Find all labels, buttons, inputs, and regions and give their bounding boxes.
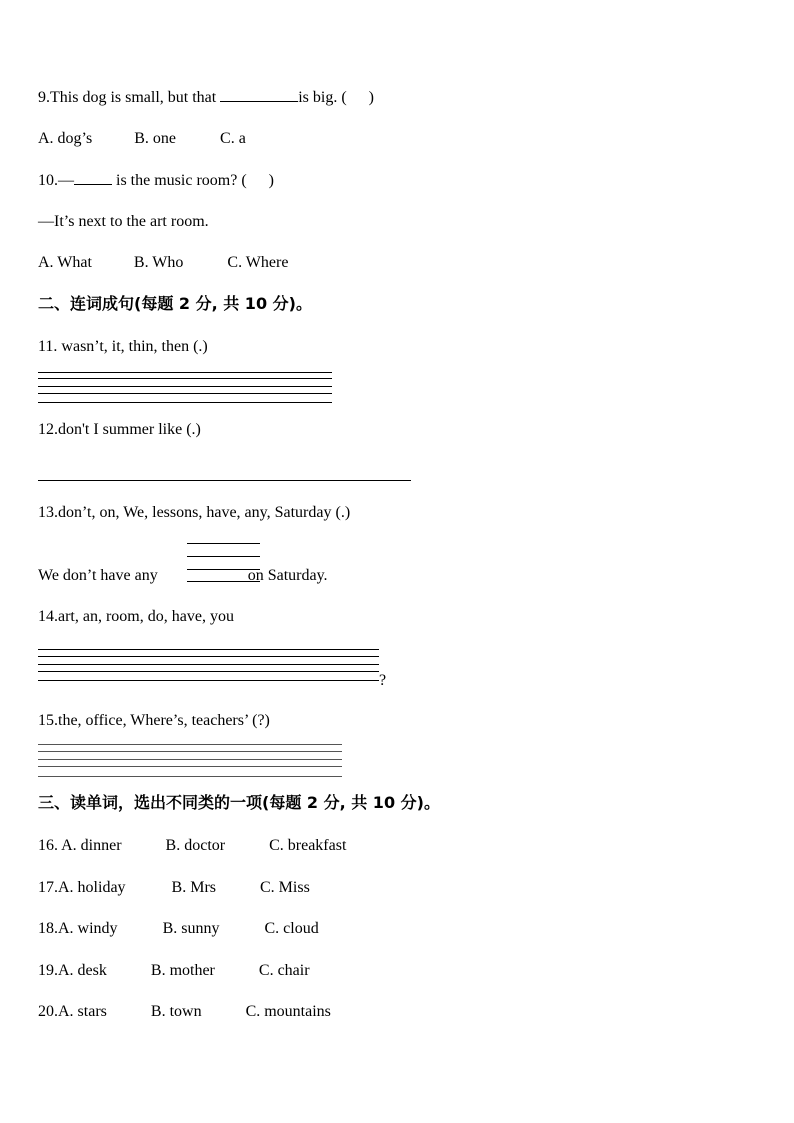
question-16-option-a: A. dinner bbox=[58, 837, 122, 854]
question-15-answer-line-2[interactable] bbox=[38, 751, 342, 752]
question-19-option-c: C. chair bbox=[258, 962, 310, 979]
question-19-number: 19. bbox=[38, 962, 58, 979]
question-17-number: 17. bbox=[38, 879, 58, 896]
question-19-option-a: A. desk bbox=[58, 962, 107, 979]
question-15-answer-line-5[interactable] bbox=[38, 776, 342, 777]
question-17-option-c: C. Miss bbox=[260, 879, 310, 896]
question-9-text-b: is big. ( bbox=[298, 89, 347, 106]
question-14-answer-line-4[interactable] bbox=[38, 671, 379, 672]
section-2-heading: 二、连词成句(每题 2 分, 共 10 分)。 bbox=[38, 294, 312, 313]
question-9-option-c: C. a bbox=[220, 130, 246, 147]
question-13-answer-text-b: on Saturday. bbox=[243, 567, 328, 584]
question-15-answer-line-1[interactable] bbox=[38, 744, 342, 745]
section-3-heading: 三、读单词，选出不同类的一项(每题 2 分, 共 10 分)。 bbox=[38, 793, 440, 812]
question-13-blank-line-2[interactable] bbox=[187, 556, 260, 557]
question-10-text-b: is the music room? ( bbox=[112, 172, 247, 189]
question-9-option-a: A. dog’s bbox=[38, 130, 93, 147]
question-20-option-b: B. town bbox=[150, 1003, 202, 1020]
question-10-text-a: 10.— bbox=[38, 172, 74, 189]
question-10-options bbox=[38, 253, 288, 273]
question-14-answer-line-3[interactable] bbox=[38, 664, 379, 665]
question-11-answer-line-5[interactable] bbox=[38, 402, 332, 403]
question-14-prompt: 14.art, an, room, do, have, you bbox=[38, 608, 234, 625]
question-14-question-mark: ? bbox=[379, 672, 387, 689]
question-15-prompt: 15.the, office, Where’s, teachers’ (?) bbox=[38, 712, 270, 729]
question-10-option-c: C. Where bbox=[227, 254, 289, 271]
question-15-answer-line-3[interactable] bbox=[38, 759, 342, 760]
question-10-option-a: A. What bbox=[38, 254, 92, 271]
question-20-option-c: C. mountains bbox=[245, 1003, 331, 1020]
question-16-row bbox=[38, 836, 346, 856]
question-14-answer-line-2[interactable] bbox=[38, 656, 379, 657]
question-9-blank[interactable] bbox=[220, 87, 298, 102]
question-17-option-b: B. Mrs bbox=[171, 879, 216, 896]
question-13-answer-text-a: We don’t have any bbox=[38, 567, 162, 584]
question-19-row bbox=[38, 961, 310, 981]
question-18-number: 18. bbox=[38, 920, 58, 937]
question-20-number: 20. bbox=[38, 1003, 58, 1020]
question-18-option-a: A. windy bbox=[58, 920, 118, 937]
question-10-text-c: ) bbox=[268, 172, 274, 189]
question-11-answer-line-2[interactable] bbox=[38, 378, 332, 379]
question-13-blank-line-1[interactable] bbox=[187, 543, 260, 544]
question-13-answer-sentence bbox=[38, 566, 328, 586]
question-17-row bbox=[38, 878, 310, 898]
question-20-row bbox=[38, 1002, 331, 1022]
question-13-prompt: 13.don’t, on, We, lessons, have, any, Saturday (.) bbox=[38, 504, 351, 521]
question-11-answer-line-4[interactable] bbox=[38, 393, 332, 394]
question-12-prompt: 12.don't I summer like (.) bbox=[38, 421, 201, 438]
question-18-option-c: C. cloud bbox=[264, 920, 319, 937]
question-9-stem bbox=[38, 87, 374, 108]
question-15-answer-line-4[interactable] bbox=[38, 766, 342, 767]
question-16-number: 16. bbox=[38, 837, 58, 854]
question-11-prompt: 11. wasn’t, it, thin, then (.) bbox=[38, 338, 208, 355]
question-11-answer-line-3[interactable] bbox=[38, 386, 332, 387]
question-14-answer-line-5[interactable] bbox=[38, 680, 379, 681]
question-9-option-b: B. one bbox=[134, 130, 177, 147]
question-10-answer-line: —It’s next to the art room. bbox=[38, 213, 209, 230]
question-10-stem bbox=[38, 170, 274, 191]
question-10-option-b: B. Who bbox=[133, 254, 184, 271]
question-16-option-b: B. doctor bbox=[165, 837, 226, 854]
question-11-answer-line-1[interactable] bbox=[38, 372, 332, 373]
question-16-option-c: C. breakfast bbox=[269, 837, 347, 854]
question-18-row bbox=[38, 919, 319, 939]
question-18-option-b: B. sunny bbox=[162, 920, 220, 937]
question-17-option-a: A. holiday bbox=[58, 879, 126, 896]
question-14-answer-line-1[interactable] bbox=[38, 649, 379, 650]
question-10-blank[interactable] bbox=[74, 170, 112, 185]
question-9-text-c: ) bbox=[368, 89, 374, 106]
question-9-text-a: 9.This dog is small, but that bbox=[38, 89, 221, 106]
question-9-options bbox=[38, 129, 246, 149]
question-20-option-a: A. stars bbox=[58, 1003, 107, 1020]
question-19-option-b: B. mother bbox=[150, 962, 215, 979]
question-12-answer-line[interactable] bbox=[38, 480, 411, 481]
